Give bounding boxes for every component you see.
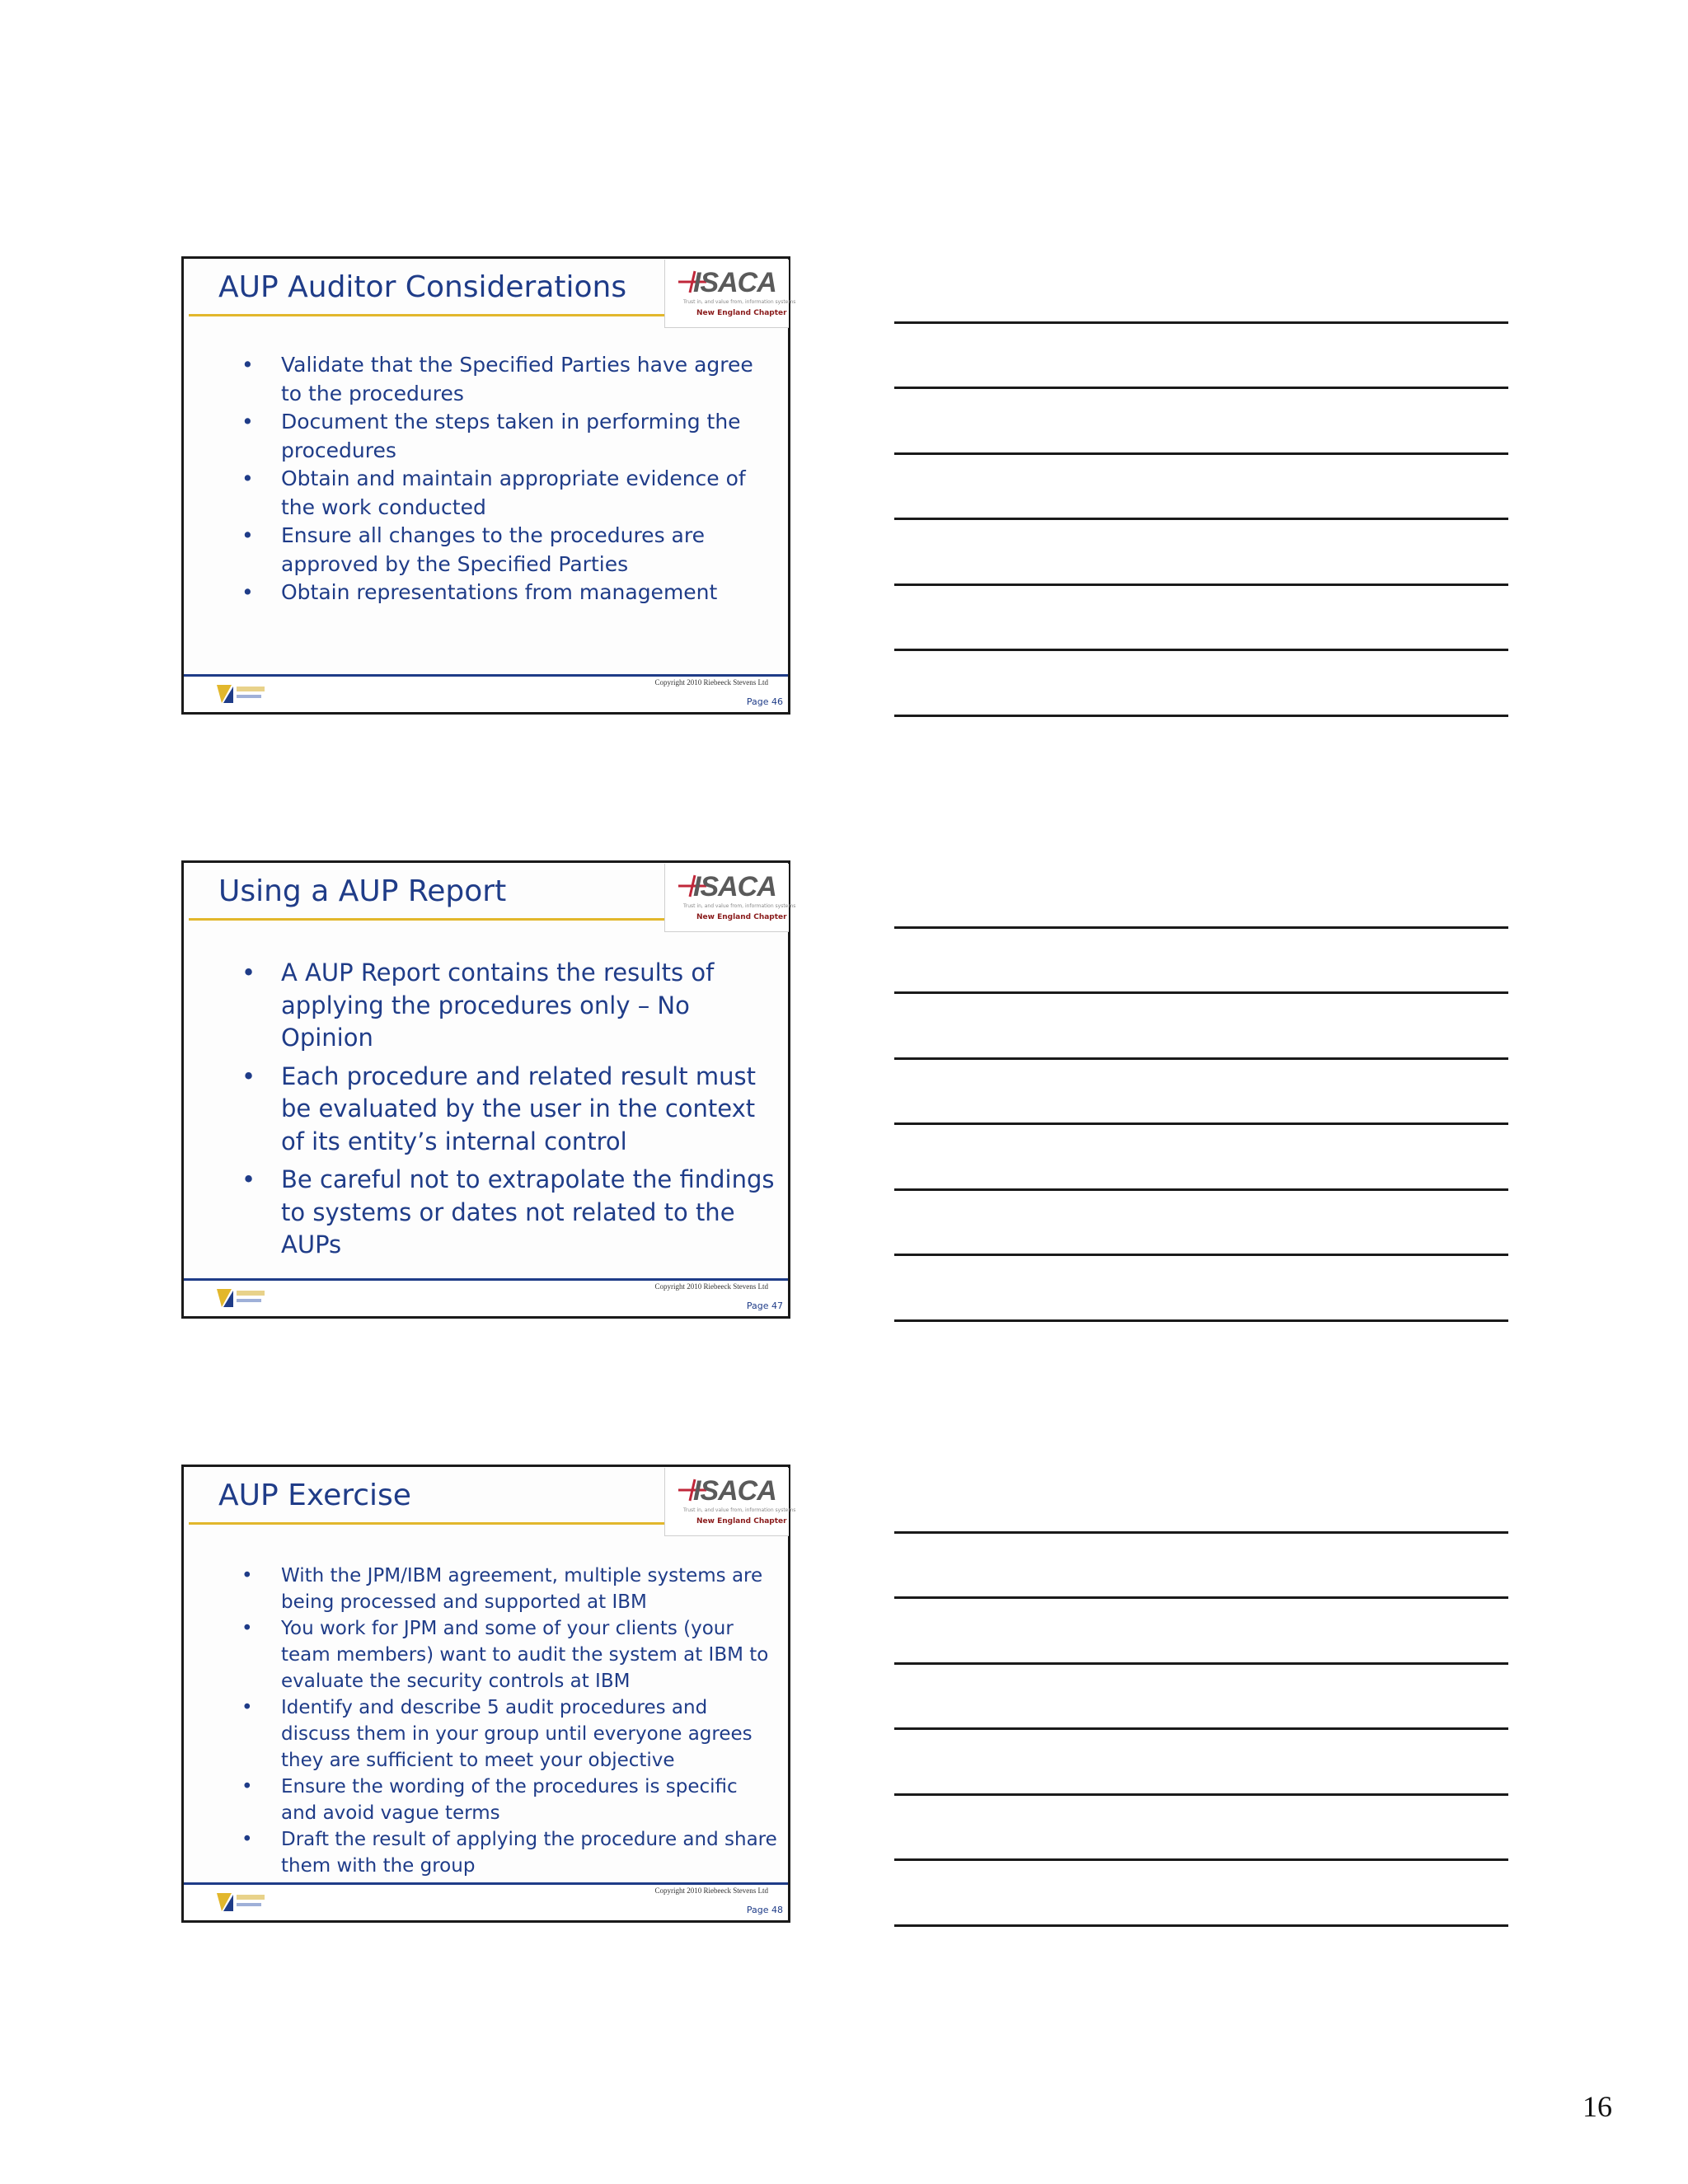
note-line	[894, 1531, 1508, 1534]
isaca-logo	[664, 864, 796, 932]
slide-thumbnail	[181, 860, 796, 1319]
logo-chapter: New England Chapter	[696, 1517, 787, 1526]
note-line	[894, 1254, 1508, 1256]
note-line	[894, 387, 1508, 389]
logo-chapter: New England Chapter	[696, 309, 787, 317]
slide-page-number: Page 48	[746, 1905, 783, 1915]
logo-chapter: New England Chapter	[696, 913, 787, 921]
bullet-item: • Ensure all changes to the procedures are approved by the Specified Parties	[241, 522, 777, 579]
note-line	[894, 452, 1508, 455]
note-line	[894, 1858, 1508, 1861]
note-line	[894, 1793, 1508, 1796]
bullet-item: • Obtain representations from management	[241, 579, 777, 607]
note-line	[894, 649, 1508, 651]
logo-tagline: Trust in, and value from, information systems	[683, 903, 796, 909]
isaca-logo	[664, 1468, 796, 1536]
logo-tagline: Trust in, and value from, information systems	[683, 299, 796, 305]
note-line	[894, 991, 1508, 994]
slide-page-number: Page 47	[746, 1301, 783, 1311]
bullet-item: • A AUP Report contains the results of applying the procedures only – No Opinion	[241, 957, 777, 1055]
bullet-list	[241, 1563, 777, 1879]
bullet-item: • Document the steps taken in performing the procedures	[241, 408, 777, 465]
logo-wordmark: ISACA	[693, 1475, 776, 1507]
slide-footer	[184, 1278, 788, 1316]
handout-page-number: 16	[1582, 2090, 1612, 2123]
bullet-item: • Each procedure and related result must be evaluated by the user in the context of its entity’s internal control	[241, 1061, 777, 1159]
note-line	[894, 1057, 1508, 1060]
logo-wordmark: ISACA	[693, 267, 776, 298]
title-divider	[189, 314, 667, 316]
note-line	[894, 1662, 1508, 1665]
bullet-item: • Identify and describe 5 audit procedures and discuss them in your group until everyone agrees they are sufficient to meet your objective	[241, 1694, 777, 1774]
copyright-text: Copyright 2010 Riebeeck Stevens Ltd	[654, 1886, 768, 1895]
company-logo-icon	[215, 1890, 268, 1915]
bullet-item: • You work for JPM and some of your clients (your team members) want to audit the system at IBM to evaluate the security controls at IBM	[241, 1615, 777, 1694]
slide-thumbnail	[181, 1465, 796, 1923]
slide-page-number: Page 46	[746, 696, 783, 707]
company-logo-icon	[215, 682, 268, 706]
note-line	[894, 1727, 1508, 1730]
bullet-item: • Validate that the Specified Parties have agree to the procedures	[241, 351, 777, 408]
bullet-list	[241, 957, 777, 1268]
slide-thumbnail	[181, 256, 796, 715]
note-line	[894, 1924, 1508, 1927]
slide-footer	[184, 1882, 788, 1920]
note-line	[894, 583, 1508, 586]
title-divider	[189, 918, 667, 921]
slide-title: AUP Auditor Considerations	[218, 270, 627, 304]
slide-title: AUP Exercise	[218, 1479, 411, 1512]
note-line	[894, 715, 1508, 717]
note-line	[894, 926, 1508, 929]
logo-wordmark: ISACA	[693, 871, 776, 902]
slide-title: Using a AUP Report	[218, 874, 507, 908]
note-line	[894, 321, 1508, 324]
bullet-item: • Be careful not to extrapolate the findings to systems or dates not related to the AUPs	[241, 1164, 777, 1262]
company-logo-icon	[215, 1286, 268, 1310]
bullet-item: • Draft the result of applying the procedure and share them with the group	[241, 1826, 777, 1879]
bullet-item: • With the JPM/IBM agreement, multiple systems are being processed and supported at IBM	[241, 1563, 777, 1615]
note-line	[894, 1122, 1508, 1125]
title-divider	[189, 1522, 667, 1525]
isaca-logo	[664, 260, 796, 328]
bullet-item: • Obtain and maintain appropriate evidence of the work conducted	[241, 465, 777, 522]
note-line	[894, 518, 1508, 520]
note-line	[894, 1596, 1508, 1599]
copyright-text: Copyright 2010 Riebeeck Stevens Ltd	[654, 1282, 768, 1291]
slide-footer	[184, 674, 788, 712]
note-line	[894, 1319, 1508, 1322]
logo-tagline: Trust in, and value from, information systems	[683, 1507, 796, 1513]
bullet-list	[241, 351, 777, 607]
bullet-item: • Ensure the wording of the procedures is specific and avoid vague terms	[241, 1774, 777, 1826]
note-line	[894, 1188, 1508, 1191]
copyright-text: Copyright 2010 Riebeeck Stevens Ltd	[654, 678, 768, 687]
